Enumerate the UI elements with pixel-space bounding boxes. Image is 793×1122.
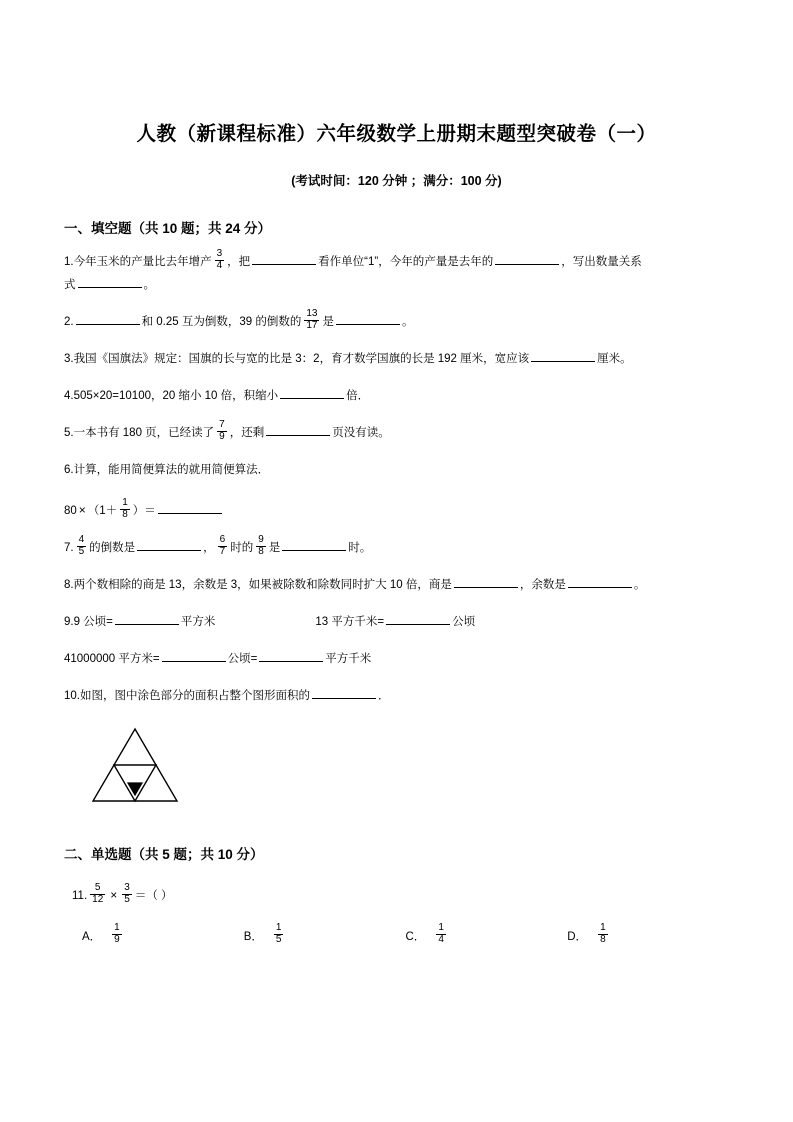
question-4 <box>64 385 729 408</box>
q6-expr-close: ）＝ <box>132 505 156 517</box>
q6-text-part1: 6.计算，能用简便算法的就用简便算法． <box>64 464 270 476</box>
q5-fraction: $\frac{7}{9}$ <box>219 419 225 442</box>
q1-text-part2: ，把 <box>227 256 251 268</box>
q9-blank-2[interactable] <box>386 614 450 625</box>
q2-fraction: $\frac{13}{17}$ <box>306 308 318 331</box>
q1-blank-1[interactable] <box>252 254 316 265</box>
choice-b-fraction: $\frac{1}{5}$ <box>275 922 282 945</box>
q2-text-part3: 是 <box>322 316 334 328</box>
q7-fraction-3: $\frac{9}{8}$ <box>258 534 264 557</box>
q4-blank-1[interactable] <box>280 388 344 399</box>
q1-blank-2[interactable] <box>495 254 559 265</box>
choice-a-label: A． <box>82 931 102 943</box>
choice-d-label: D． <box>567 931 588 943</box>
q2-text-part4: 。 <box>401 316 414 328</box>
q7-text-part4: 时的 <box>230 542 254 554</box>
choice-d-fraction: $\frac{1}{8}$ <box>600 922 606 945</box>
q6-expr-lead: 80 <box>64 505 77 517</box>
q7-fraction-1: $\frac{4}{5}$ <box>78 534 85 557</box>
q5-text-part1: 5.一本书有 180 页，已经读了 <box>64 427 215 439</box>
choice-c-label: C． <box>405 931 426 943</box>
q3-text-part2: 厘米。 <box>597 353 632 365</box>
q1-text-part1: 1.今年玉米的产量比去年增产 <box>64 256 212 268</box>
q11-fraction-1: $\frac{5}{12}$ <box>92 882 104 905</box>
question-6 <box>64 459 729 482</box>
q7-blank-2[interactable] <box>282 540 346 551</box>
q9-text-part7: 平方千米 <box>325 653 372 665</box>
q9-blank-1[interactable] <box>115 614 179 625</box>
page-title: 人教（新课程标准）六年级数学上册期末题型突破卷（一） <box>136 123 657 145</box>
q11-fraction-2: $\frac{3}{5}$ <box>124 882 130 905</box>
question-6-expression <box>64 498 729 523</box>
q2-blank-2[interactable] <box>336 314 400 325</box>
q7-text-part5: 是 <box>268 542 281 554</box>
q9-text-part5: 41000000 平方米= <box>64 653 160 665</box>
exam-info-subtitle: (考试时间：120 分钟 ；满分：100 分) <box>291 174 502 188</box>
q9-text-part3: 13 平方千米= <box>315 616 385 628</box>
q7-text-part1: 7. <box>64 542 74 554</box>
choice-c[interactable] <box>405 922 568 947</box>
choice-b-label: B． <box>243 931 263 943</box>
q1-fraction: $\frac{3}{4}$ <box>216 248 223 271</box>
question-8 <box>64 574 729 597</box>
choice-a-fraction: $\frac{1}{9}$ <box>114 922 120 945</box>
question-3 <box>64 348 729 371</box>
question-5 <box>64 419 729 445</box>
q10-text-part1: 10.如图，图中涂色部分的面积占整个图形面积的 <box>64 690 310 702</box>
q1-text-part6: 。 <box>143 279 155 291</box>
question-2 <box>64 308 729 334</box>
question-9-line-2 <box>64 648 729 671</box>
q7-fraction-2: $\frac{6}{7}$ <box>219 534 226 557</box>
q3-text-part1: 3.我国《国旗法》规定：国旗的长与宽的比是 3：2，育才数学国旗的长是 192 厘米，宽应该 <box>64 353 530 365</box>
q7-text-part3: ， <box>203 542 215 554</box>
multiply-icon: × <box>110 888 118 902</box>
q9-text-part4: 公顷 <box>452 616 476 628</box>
q1-text-part5: 式 <box>64 279 76 291</box>
q6-fraction: $\frac{1}{8}$ <box>122 497 128 520</box>
q6-blank-1[interactable] <box>158 503 222 514</box>
choice-a[interactable] <box>82 922 244 947</box>
q5-text-part2: ，还剩 <box>229 427 265 439</box>
multiply-icon: × <box>78 503 86 517</box>
q9-text-part6: 公顷= <box>227 653 258 665</box>
section-heading-fill-in-blank: 一、填空题（共 10 题；共 24 分） <box>64 221 272 236</box>
q2-text-part1: 2. <box>64 316 74 328</box>
q9-text-part2: 平方米 <box>180 616 216 628</box>
q9-blank-3[interactable] <box>162 651 226 662</box>
question-1 <box>64 248 729 297</box>
q8-text-part2: ，余数是 <box>519 579 566 591</box>
question-7 <box>64 534 729 560</box>
q3-blank-1[interactable] <box>531 351 595 362</box>
q1-text-part4: ，写出数量关系 <box>561 256 642 268</box>
q1-blank-3[interactable] <box>78 277 142 288</box>
q2-blank-1[interactable] <box>76 314 140 325</box>
q10-blank-1[interactable] <box>312 688 376 699</box>
q5-text-part3: 页没有读。 <box>332 427 390 439</box>
q11-equals-paren: ＝（ ） <box>134 890 173 902</box>
choice-c-fraction: $\frac{1}{4}$ <box>438 922 444 945</box>
choice-b[interactable] <box>243 922 406 947</box>
q7-text-part6: 时。 <box>348 542 372 554</box>
q8-text-part3: 。 <box>633 579 646 591</box>
q5-blank-1[interactable] <box>266 425 330 436</box>
q9-text-part1: 9.9 公顷= <box>64 616 113 628</box>
q4-text-part1: 4.505×20=10100，20 缩小 10 倍，积缩小 <box>64 390 279 402</box>
choice-d[interactable] <box>567 922 729 947</box>
section-heading-multiple-choice: 二、单选题（共 5 题；共 10 分） <box>64 847 264 862</box>
q7-text-part2: 的倒数是 <box>89 542 136 554</box>
q4-text-part2: 倍． <box>346 390 370 402</box>
q7-blank-1[interactable] <box>137 540 201 551</box>
question-10 <box>64 685 729 708</box>
q11-number: 11. <box>72 890 88 902</box>
q1-text-part3: 看作单位“1”，今年的产量是去年的 <box>318 256 494 268</box>
question-9-line-1 <box>64 611 729 634</box>
question-11-stem <box>64 882 729 907</box>
shaded-triangle-figure <box>90 726 729 809</box>
q10-text-part2: ． <box>377 690 390 702</box>
question-11-choices <box>64 922 729 947</box>
q8-text-part1: 8.两个数相除的商是 13，余数是 3，如果被除数和除数同时扩大 10 倍，商是 <box>64 579 452 591</box>
q9-blank-4[interactable] <box>259 651 323 662</box>
q2-text-part2: 和 0.25 互为倒数，39 的倒数的 <box>141 316 302 328</box>
q6-expr-open: （1＋ <box>87 505 118 517</box>
triangle-diagram-svg <box>90 726 180 804</box>
q8-blank-2[interactable] <box>568 577 632 588</box>
q8-blank-1[interactable] <box>454 577 518 588</box>
